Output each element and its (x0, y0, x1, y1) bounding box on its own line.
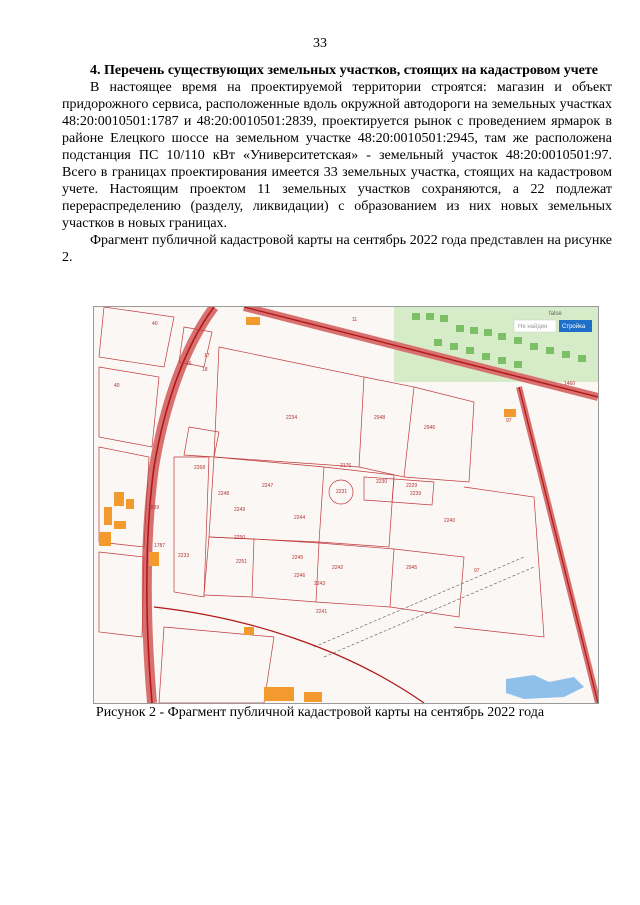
parcel-label: 2251 (236, 559, 248, 565)
parcel-label: 2268 (194, 465, 206, 471)
parcel-label: 97 (506, 418, 512, 424)
right-road-centerline (519, 387, 598, 703)
paragraph-2: Фрагмент публичной кадастровой карты на сентябрь 2022 года представлен на рисунке 2. (62, 233, 612, 265)
parcel-label: 2233 (178, 553, 190, 559)
power-line-2 (324, 567, 534, 657)
parcel-label: 2239 (410, 491, 422, 497)
parcel-label: 2839 (148, 505, 160, 511)
paragraph-1: В настоящее время на проектируемой территории строятся: магазин и объект придорожного сервиса, расположенные вдоль окружной автодороги на земельных участках 48:20:0010501:1787 и 48:20:0010501:2839, проектируется рынок с проведением ярмарок в районе Елецкого шоссе на земельном участке 48:20:0010501:2945, там же расположена подстанция ПС 10/110 кВт «Университетская» - земельный участок 48:20:0010501:97. Всего в границах проектирования имеется 33 земельных участка, стоящих на кадастровом учете. Настоящим проектом 11 земельных участков сохраняются, а 22 подлежат перераспределению (разделу, ликвидации) с образованием из них новых земельных участков в новых границах. (62, 80, 612, 231)
parcel-label: 40 (114, 383, 120, 389)
parcel-label: 2243 (314, 581, 326, 587)
parcel-label: 2245 (292, 555, 304, 561)
parcel-label: 2250 (234, 535, 246, 541)
parcel-label: 2231 (336, 489, 348, 495)
parcel-label: 2241 (316, 609, 328, 615)
parcel-label: 16 (186, 361, 192, 367)
power-line (314, 557, 524, 647)
parcel-label: 2946 (424, 425, 436, 431)
parcel-label: 2244 (294, 515, 306, 521)
parcel-label: 2234 (286, 415, 298, 421)
parcel-label: 97 (474, 568, 480, 574)
parcel-label: 2176 (340, 463, 352, 469)
parcel-label: 40 (152, 321, 158, 327)
parcel-label: 2229 (406, 483, 418, 489)
parcel-label: 2247 (262, 483, 274, 489)
figure-caption: Рисунок 2 - Фрагмент публичной кадастровой карты на сентябрь 2022 года (95, 705, 545, 720)
parcel-label: 18 (202, 367, 208, 373)
parcel-label: 2248 (218, 491, 230, 497)
body-text (62, 62, 612, 266)
parcel-label: 17 (204, 353, 210, 359)
parcel-label: 2945 (406, 565, 418, 571)
parcel-label: 2230 (376, 479, 388, 485)
parcel-label: 1787 (154, 543, 166, 549)
map-search-placeholder: Не найден (518, 324, 548, 330)
parcel-label: 2246 (294, 573, 306, 579)
section-heading: 4. Перечень существующих земельных участков, стоящих на кадастровом учете (90, 63, 598, 78)
parcel-label: 2242 (332, 565, 344, 571)
map-action-button-label: Стройка (562, 324, 586, 330)
parcel-label: 2249 (234, 507, 246, 513)
parcel-label: 2948 (374, 415, 386, 421)
parcel-label: 11 (352, 317, 358, 323)
parcel-label: 1460 (564, 381, 576, 387)
map-overlay-text: false (549, 311, 562, 317)
parcel-label: 2240 (444, 518, 456, 524)
water-body (506, 675, 584, 699)
cadastral-map-drawing (94, 307, 598, 703)
cadastral-map (93, 306, 599, 704)
page-number: 33 (313, 36, 327, 51)
